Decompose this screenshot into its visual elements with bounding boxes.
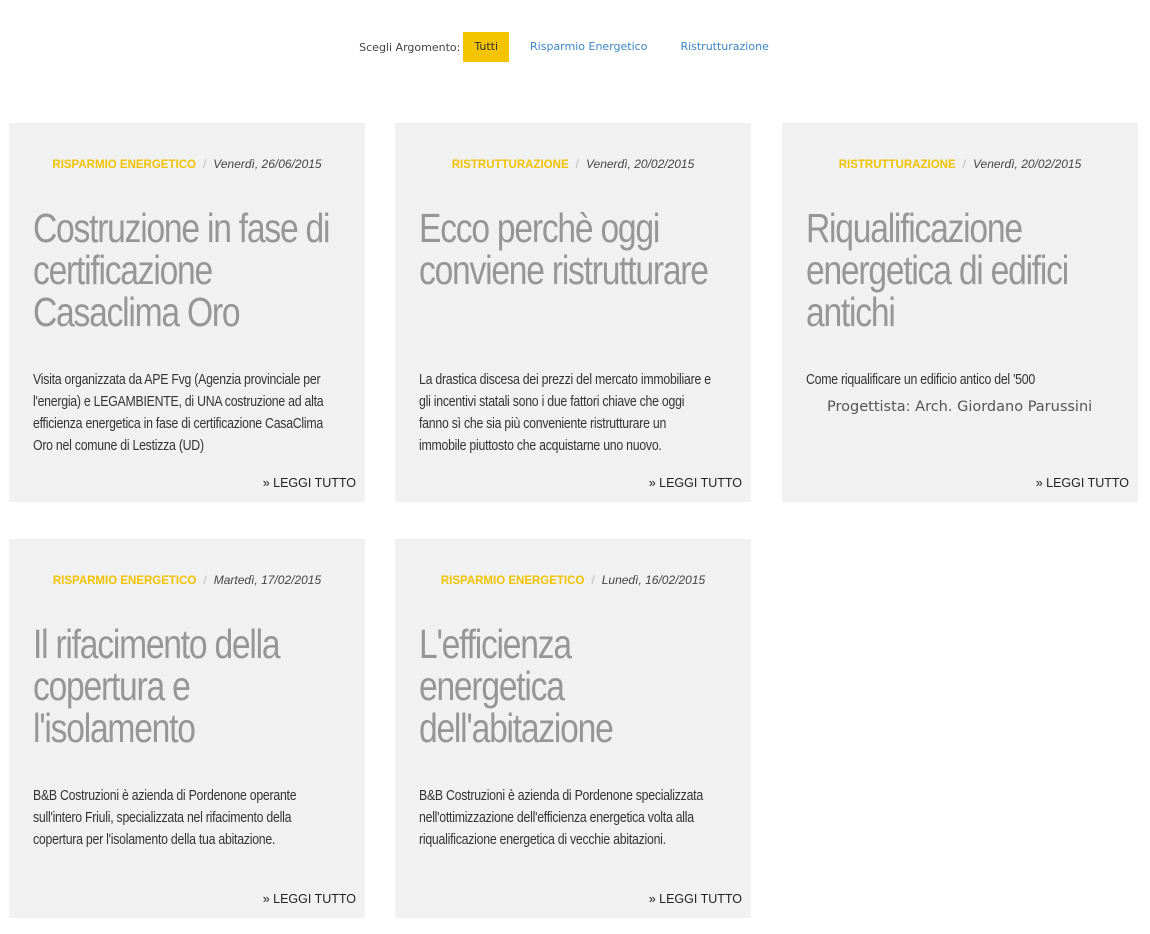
read-more-link[interactable]: » LEGGI TUTTO — [262, 892, 356, 906]
read-more-link[interactable]: » LEGGI TUTTO — [262, 476, 356, 490]
meta-separator: / — [591, 573, 595, 587]
post-card — [395, 539, 751, 918]
post-title[interactable]: L'efficienza energetica dell'abitazione — [419, 621, 613, 751]
post-excerpt: La drastica discesa dei prezzi del mercato immobiliare e gli incentivi statali sono i due fattori chiave che oggi fanno sì che sia più conveniente ristrutturare un immobile piuttosto che acquistarne uno nuovo. — [419, 371, 711, 454]
post-card — [9, 123, 365, 502]
post-excerpt: B&B Costruzioni è azienda di Pordenone operante sull'intero Friuli, specializzata nel rifacimento della copertura per l'isolamento della tua abitazione. — [33, 787, 297, 848]
post-meta — [9, 157, 365, 171]
post-category-link[interactable]: RISTRUTTURAZIONE — [838, 159, 956, 171]
post-date: Venerdì, 20/02/2015 — [972, 157, 1082, 171]
post-title[interactable]: Ecco perchè oggi conviene ristrutturare — [419, 205, 708, 293]
meta-separator: / — [202, 157, 207, 171]
post-title[interactable]: Costruzione in fase di certificazione Casaclima Oro — [33, 205, 330, 335]
topic-filter — [0, 32, 1150, 62]
post-meta — [395, 573, 751, 587]
post-excerpt: Visita organizzata da APE Fvg (Agenzia provinciale per l'energia) e LEGAMBIENTE, di UNA costruzione ad alta efficienza energetica in fase di certificazione CasaClima Oro nel comune di Lestizza (UD) — [33, 371, 324, 454]
filter-all-button[interactable]: Tutti — [463, 32, 509, 62]
post-title[interactable]: Riqualificazione energetica di edifici antichi — [806, 205, 1068, 335]
read-more-link[interactable]: » LEGGI TUTTO — [648, 476, 742, 490]
post-date: Venerdì, 20/02/2015 — [585, 157, 695, 171]
filter-energy-saving-link[interactable]: Risparmio Energetico — [530, 40, 648, 53]
post-date: Venerdì, 26/06/2015 — [213, 157, 322, 171]
post-category-link[interactable]: RISPARMIO ENERGETICO — [52, 159, 196, 171]
filter-label: Scegli Argomento: — [359, 40, 461, 54]
post-category-link[interactable]: RISTRUTTURAZIONE — [451, 159, 569, 171]
post-category-link[interactable]: RISPARMIO ENERGETICO — [52, 575, 197, 587]
filter-renovation-link[interactable]: Ristrutturazione — [680, 40, 769, 53]
post-category-link[interactable]: RISPARMIO ENERGETICO — [440, 575, 585, 587]
post-card — [782, 123, 1138, 502]
post-excerpt: B&B Costruzioni è azienda di Pordenone specializzata nell'ottimizzazione dell'efficienza energetica volta alla riqualificazione energetica di vecchie abitazioni. — [419, 787, 703, 848]
post-date: Lunedì, 16/02/2015 — [601, 573, 706, 587]
post-meta — [9, 573, 365, 587]
post-meta — [395, 157, 751, 171]
post-excerpt: Come riqualificare un edificio antico del '500 — [806, 371, 1035, 388]
read-more-link[interactable]: » LEGGI TUTTO — [1035, 476, 1129, 490]
post-title[interactable]: Il rifacimento della copertura e l'isolamento — [33, 621, 280, 751]
meta-separator: / — [962, 157, 966, 171]
post-card — [9, 539, 365, 918]
read-more-link[interactable]: » LEGGI TUTTO — [648, 892, 742, 906]
meta-separator: / — [575, 157, 579, 171]
post-designer: Progettista: Arch. Giordano Parussini — [827, 399, 1093, 415]
post-card — [395, 123, 751, 502]
post-meta — [782, 157, 1138, 171]
meta-separator: / — [203, 573, 207, 587]
post-date: Martedì, 17/02/2015 — [213, 573, 322, 587]
